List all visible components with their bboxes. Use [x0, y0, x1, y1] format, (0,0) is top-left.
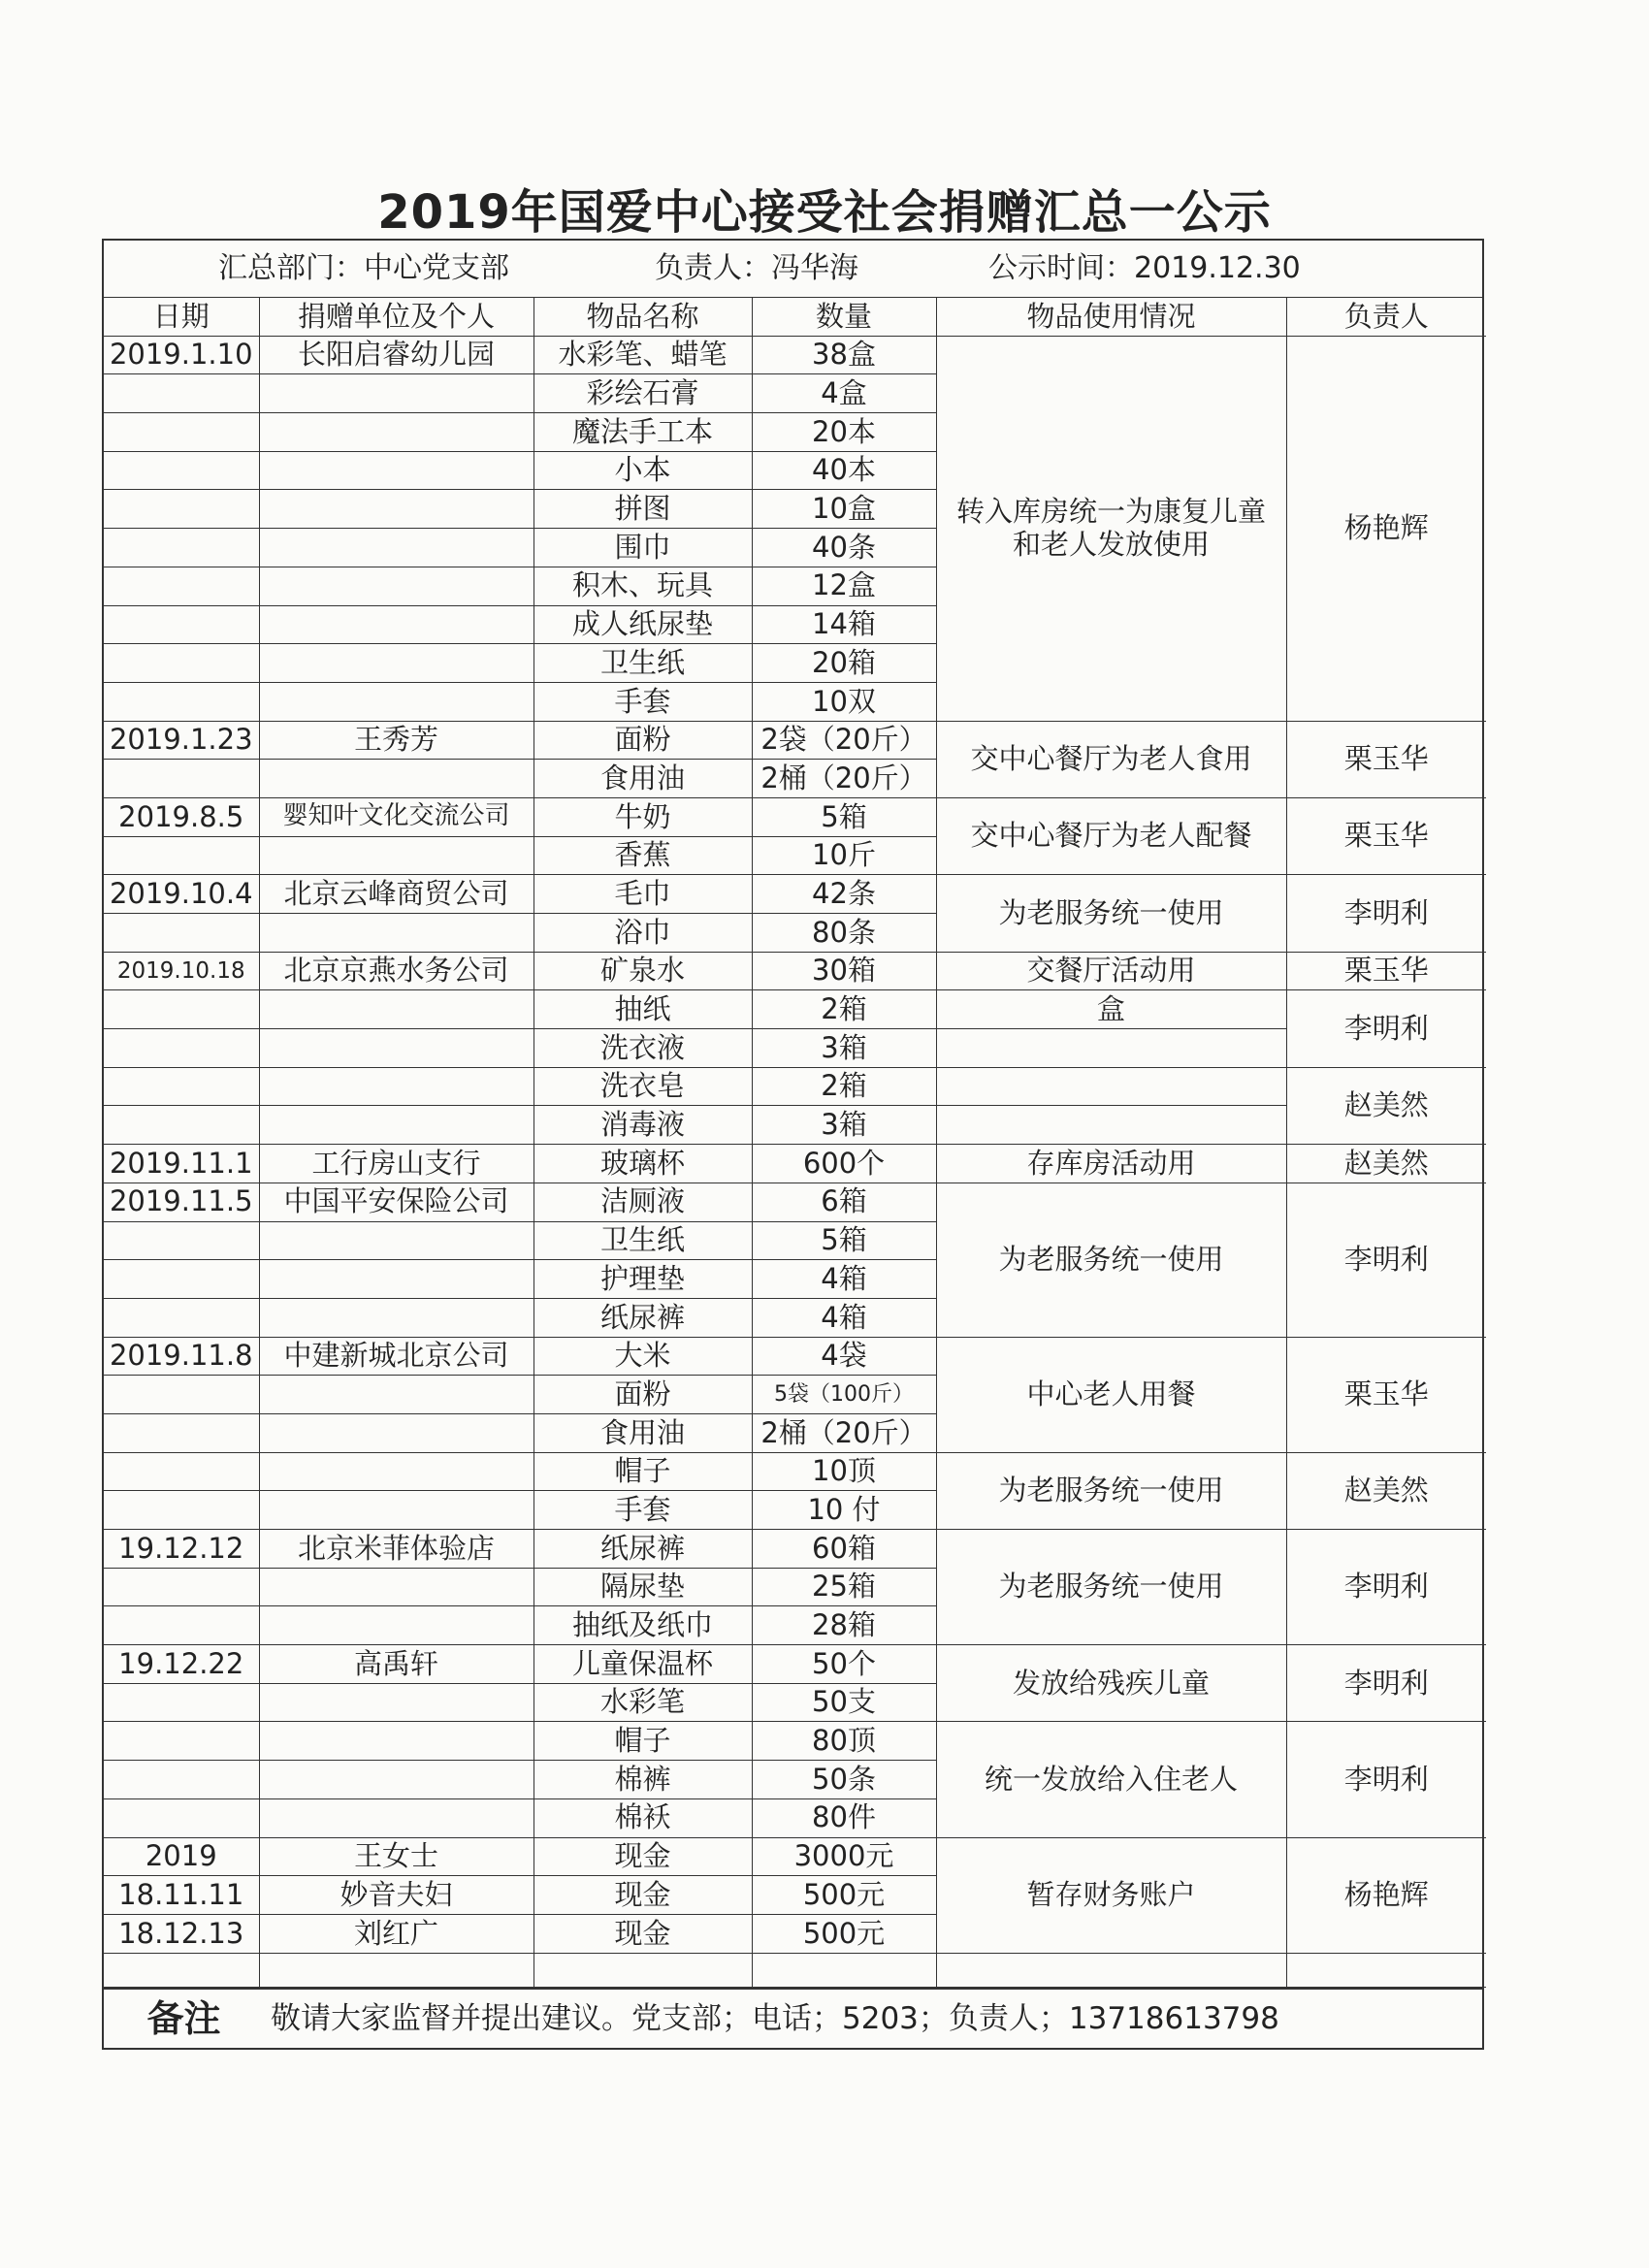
quantity-cell: 10斤 — [752, 836, 936, 875]
item-cell: 洗衣皂 — [534, 1067, 752, 1106]
person-cell: 李明利 — [1286, 990, 1486, 1067]
date-cell — [104, 1413, 259, 1452]
quantity-cell: 4袋 — [752, 1337, 936, 1376]
donor-cell: 王女士 — [259, 1837, 534, 1876]
date-cell: 2019.11.8 — [104, 1337, 259, 1376]
usage-cell: 盒 — [936, 990, 1286, 1029]
quantity-cell: 3000元 — [752, 1837, 936, 1876]
table-row — [104, 1029, 1486, 1068]
item-cell: 小本 — [534, 451, 752, 490]
donation-table — [104, 298, 1486, 1988]
date-cell — [104, 836, 259, 875]
date-cell — [104, 990, 259, 1029]
donor-cell — [259, 1376, 534, 1414]
quantity-cell: 10盒 — [752, 490, 936, 529]
donor-cell: 中建新城北京公司 — [259, 1337, 534, 1376]
item-cell: 彩绘石膏 — [534, 374, 752, 413]
date-cell — [104, 1606, 259, 1645]
table-row — [104, 1645, 1486, 1684]
item-cell: 纸尿裤 — [534, 1530, 752, 1569]
table-row — [104, 1067, 1486, 1106]
date-cell — [104, 760, 259, 798]
donor-cell — [259, 1221, 534, 1260]
usage-cell: 交餐厅活动用 — [936, 952, 1286, 990]
date-cell — [104, 529, 259, 567]
quantity-cell: 40本 — [752, 451, 936, 490]
donor-cell — [259, 1029, 534, 1068]
usage-cell: 存库房活动用 — [936, 1145, 1286, 1183]
donor-cell — [259, 605, 534, 644]
quantity-cell: 10 付 — [752, 1491, 936, 1530]
person-cell: 赵美然 — [1286, 1452, 1486, 1529]
date-cell: 2019.1.23 — [104, 721, 259, 760]
donor-cell — [259, 1568, 534, 1606]
usage-cell: 为老服务统一使用 — [936, 1183, 1286, 1337]
page-title: 2019年国爱中心接受社会捐赠汇总一公示 — [377, 185, 1272, 240]
quantity-cell: 30箱 — [752, 952, 936, 990]
quantity-cell: 2袋（20斤） — [752, 721, 936, 760]
quantity-cell: 14箱 — [752, 605, 936, 644]
donor-cell — [259, 529, 534, 567]
donor-cell — [259, 1067, 534, 1106]
table-row — [104, 1837, 1486, 1876]
usage-cell: 为老服务统一使用 — [936, 875, 1286, 952]
date-cell — [104, 1376, 259, 1414]
item-cell: 洗衣液 — [534, 1029, 752, 1068]
item-cell: 食用油 — [534, 1413, 752, 1452]
date-cell — [104, 1260, 259, 1299]
publish-time-label: 公示时间：2019.12.30 — [988, 251, 1301, 285]
usage-cell — [936, 1029, 1286, 1068]
donor-cell — [259, 760, 534, 798]
donor-cell — [259, 1722, 534, 1761]
donor-cell — [259, 1260, 534, 1299]
donor-cell: 长阳启睿幼儿园 — [259, 336, 534, 374]
donor-cell: 北京京燕水务公司 — [259, 952, 534, 990]
usage-cell: 发放给残疾儿童 — [936, 1645, 1286, 1722]
donor-cell — [259, 836, 534, 875]
donor-cell: 北京云峰商贸公司 — [259, 875, 534, 914]
item-cell: 现金 — [534, 1837, 752, 1876]
quantity-cell: 500元 — [752, 1914, 936, 1953]
table-row — [104, 1145, 1486, 1183]
item-cell: 抽纸 — [534, 990, 752, 1029]
empty-cell — [752, 1953, 936, 1987]
donor-cell — [259, 1413, 534, 1452]
date-cell: 18.11.11 — [104, 1876, 259, 1915]
date-cell: 2019 — [104, 1837, 259, 1876]
quantity-cell: 4箱 — [752, 1298, 936, 1337]
date-cell — [104, 1568, 259, 1606]
empty-table-row — [104, 1953, 1486, 1987]
item-cell: 儿童保温杯 — [534, 1645, 752, 1684]
item-cell: 浴巾 — [534, 914, 752, 953]
item-cell: 卫生纸 — [534, 644, 752, 683]
usage-cell: 交中心餐厅为老人食用 — [936, 721, 1286, 797]
item-cell: 现金 — [534, 1914, 752, 1953]
person-cell: 杨艳辉 — [1286, 1837, 1486, 1953]
item-cell: 抽纸及纸巾 — [534, 1606, 752, 1645]
date-cell — [104, 605, 259, 644]
usage-cell: 统一发放给入住老人 — [936, 1722, 1286, 1837]
donor-cell: 工行房山支行 — [259, 1145, 534, 1183]
donor-cell: 婴知叶文化交流公司 — [259, 797, 534, 836]
quantity-cell: 5袋（100斤） — [752, 1376, 936, 1414]
date-cell — [104, 1683, 259, 1722]
donation-sheet — [102, 239, 1484, 2050]
empty-cell — [534, 1953, 752, 1987]
person-cell: 李明利 — [1286, 1183, 1486, 1337]
person-cell: 栗玉华 — [1286, 952, 1486, 990]
item-cell: 水彩笔 — [534, 1683, 752, 1722]
remark-text: 敬请大家监督并提出建议。党支部；电话；5203；负责人；13718613798 — [271, 2000, 1279, 2036]
date-cell — [104, 567, 259, 605]
item-cell: 水彩笔、蜡笔 — [534, 336, 752, 374]
quantity-cell: 2箱 — [752, 990, 936, 1029]
usage-cell: 为老服务统一使用 — [936, 1452, 1286, 1529]
donor-cell — [259, 1298, 534, 1337]
item-cell: 纸尿裤 — [534, 1298, 752, 1337]
date-cell: 2019.10.18 — [104, 952, 259, 990]
item-cell: 毛巾 — [534, 875, 752, 914]
quantity-cell: 28箱 — [752, 1606, 936, 1645]
table-row — [104, 990, 1486, 1029]
donor-cell — [259, 1606, 534, 1645]
item-cell: 拼图 — [534, 490, 752, 529]
quantity-cell: 2桶（20斤） — [752, 1413, 936, 1452]
donor-cell — [259, 1491, 534, 1530]
quantity-cell: 10顶 — [752, 1452, 936, 1491]
remark-label: 备注 — [146, 1996, 221, 2040]
date-cell: 2019.11.5 — [104, 1183, 259, 1221]
person-cell: 赵美然 — [1286, 1145, 1486, 1183]
date-cell: 2019.10.4 — [104, 875, 259, 914]
table-row — [104, 797, 1486, 836]
item-cell: 矿泉水 — [534, 952, 752, 990]
empty-cell — [1286, 1953, 1486, 1987]
item-cell: 积木、玩具 — [534, 567, 752, 605]
donor-cell: 妙音夫妇 — [259, 1876, 534, 1915]
table-row — [104, 721, 1486, 760]
header-usage: 物品使用情况 — [936, 298, 1286, 336]
person-cell: 李明利 — [1286, 1530, 1486, 1645]
usage-cell — [936, 1067, 1286, 1106]
quantity-cell: 38盒 — [752, 336, 936, 374]
remark-row — [104, 1988, 1482, 2048]
responsible-person-label: 负责人：冯华海 — [655, 251, 858, 285]
donor-cell: 高禹轩 — [259, 1645, 534, 1684]
table-row — [104, 1337, 1486, 1376]
item-cell: 食用油 — [534, 760, 752, 798]
quantity-cell: 3箱 — [752, 1029, 936, 1068]
quantity-cell: 600个 — [752, 1145, 936, 1183]
date-cell: 2019.11.1 — [104, 1145, 259, 1183]
header-date: 日期 — [104, 298, 259, 336]
quantity-cell: 5箱 — [752, 1221, 936, 1260]
item-cell: 魔法手工本 — [534, 413, 752, 452]
quantity-cell: 80件 — [752, 1798, 936, 1837]
quantity-cell: 12盒 — [752, 567, 936, 605]
person-cell: 栗玉华 — [1286, 721, 1486, 797]
item-cell: 棉袄 — [534, 1798, 752, 1837]
donor-cell — [259, 914, 534, 953]
usage-cell: 中心老人用餐 — [936, 1337, 1286, 1452]
quantity-cell: 2箱 — [752, 1067, 936, 1106]
item-cell: 手套 — [534, 1491, 752, 1530]
item-cell: 面粉 — [534, 1376, 752, 1414]
quantity-cell: 2桶（20斤） — [752, 760, 936, 798]
date-cell — [104, 490, 259, 529]
quantity-cell: 10双 — [752, 682, 936, 721]
date-cell — [104, 644, 259, 683]
item-cell: 棉裤 — [534, 1761, 752, 1799]
date-cell — [104, 1722, 259, 1761]
usage-cell: 为老服务统一使用 — [936, 1530, 1286, 1645]
donor-cell — [259, 644, 534, 683]
header-quantity: 数量 — [752, 298, 936, 336]
info-row — [104, 241, 1482, 298]
date-cell: 19.12.12 — [104, 1530, 259, 1569]
quantity-cell: 3箱 — [752, 1106, 936, 1145]
donor-cell — [259, 1798, 534, 1837]
empty-cell — [259, 1953, 534, 1987]
table-row — [104, 875, 1486, 914]
date-cell — [104, 413, 259, 452]
item-cell: 成人纸尿垫 — [534, 605, 752, 644]
usage-cell — [936, 1106, 1286, 1145]
date-cell: 19.12.22 — [104, 1645, 259, 1684]
table-row — [104, 1106, 1486, 1145]
table-header-row — [104, 298, 1486, 336]
person-cell: 李明利 — [1286, 1645, 1486, 1722]
table-row — [104, 336, 1486, 374]
donor-cell — [259, 413, 534, 452]
date-cell — [104, 682, 259, 721]
date-cell — [104, 914, 259, 953]
usage-cell: 转入库房统一为康复儿童和老人发放使用 — [936, 336, 1286, 721]
quantity-cell: 50条 — [752, 1761, 936, 1799]
quantity-cell: 4盒 — [752, 374, 936, 413]
item-cell: 卫生纸 — [534, 1221, 752, 1260]
date-cell — [104, 1491, 259, 1530]
quantity-cell: 42条 — [752, 875, 936, 914]
donor-cell — [259, 990, 534, 1029]
quantity-cell: 5箱 — [752, 797, 936, 836]
donor-cell: 王秀芳 — [259, 721, 534, 760]
item-cell: 香蕉 — [534, 836, 752, 875]
person-cell: 栗玉华 — [1286, 1337, 1486, 1452]
date-cell — [104, 374, 259, 413]
table-row — [104, 1183, 1486, 1221]
date-cell — [104, 1298, 259, 1337]
empty-cell — [936, 1953, 1286, 1987]
quantity-cell: 40条 — [752, 529, 936, 567]
item-cell: 面粉 — [534, 721, 752, 760]
donor-cell: 北京米菲体验店 — [259, 1530, 534, 1569]
table-row — [104, 1722, 1486, 1761]
date-cell: 18.12.13 — [104, 1914, 259, 1953]
quantity-cell: 500元 — [752, 1876, 936, 1915]
donor-cell — [259, 1452, 534, 1491]
item-cell: 现金 — [534, 1876, 752, 1915]
item-cell: 玻璃杯 — [534, 1145, 752, 1183]
donor-cell — [259, 682, 534, 721]
table-row — [104, 952, 1486, 990]
date-cell: 2019.8.5 — [104, 797, 259, 836]
item-cell: 护理垫 — [534, 1260, 752, 1299]
table-row — [104, 1530, 1486, 1569]
quantity-cell: 6箱 — [752, 1183, 936, 1221]
date-cell — [104, 1221, 259, 1260]
donor-cell — [259, 374, 534, 413]
header-item: 物品名称 — [534, 298, 752, 336]
item-cell: 消毒液 — [534, 1106, 752, 1145]
donor-cell — [259, 1683, 534, 1722]
date-cell — [104, 1106, 259, 1145]
person-cell: 李明利 — [1286, 875, 1486, 952]
date-cell — [104, 1798, 259, 1837]
item-cell: 隔尿垫 — [534, 1568, 752, 1606]
donor-cell — [259, 567, 534, 605]
donor-cell — [259, 1761, 534, 1799]
person-cell: 李明利 — [1286, 1722, 1486, 1837]
date-cell — [104, 1029, 259, 1068]
date-cell — [104, 451, 259, 490]
date-cell — [104, 1761, 259, 1799]
quantity-cell: 80条 — [752, 914, 936, 953]
quantity-cell: 4箱 — [752, 1260, 936, 1299]
donor-cell: 刘红广 — [259, 1914, 534, 1953]
usage-cell: 暂存财务账户 — [936, 1837, 1286, 1953]
quantity-cell: 60箱 — [752, 1530, 936, 1569]
quantity-cell: 20箱 — [752, 644, 936, 683]
person-cell: 赵美然 — [1286, 1067, 1486, 1144]
item-cell: 帽子 — [534, 1452, 752, 1491]
quantity-cell: 80顶 — [752, 1722, 936, 1761]
item-cell: 手套 — [534, 682, 752, 721]
item-cell: 围巾 — [534, 529, 752, 567]
header-person: 负责人 — [1286, 298, 1486, 336]
table-row — [104, 1452, 1486, 1491]
quantity-cell: 25箱 — [752, 1568, 936, 1606]
empty-cell — [104, 1953, 259, 1987]
date-cell: 2019.1.10 — [104, 336, 259, 374]
donor-cell: 中国平安保险公司 — [259, 1183, 534, 1221]
person-cell: 栗玉华 — [1286, 797, 1486, 874]
quantity-cell: 20本 — [752, 413, 936, 452]
donor-cell — [259, 451, 534, 490]
item-cell: 帽子 — [534, 1722, 752, 1761]
quantity-cell: 50个 — [752, 1645, 936, 1684]
item-cell: 牛奶 — [534, 797, 752, 836]
person-cell: 杨艳辉 — [1286, 336, 1486, 721]
date-cell — [104, 1067, 259, 1106]
date-cell — [104, 1452, 259, 1491]
header-donor: 捐赠单位及个人 — [259, 298, 534, 336]
item-cell: 大米 — [534, 1337, 752, 1376]
usage-cell: 交中心餐厅为老人配餐 — [936, 797, 1286, 874]
quantity-cell: 50支 — [752, 1683, 936, 1722]
donor-cell — [259, 490, 534, 529]
item-cell: 洁厕液 — [534, 1183, 752, 1221]
donor-cell — [259, 1106, 534, 1145]
department-label: 汇总部门：中心党支部 — [218, 251, 509, 285]
